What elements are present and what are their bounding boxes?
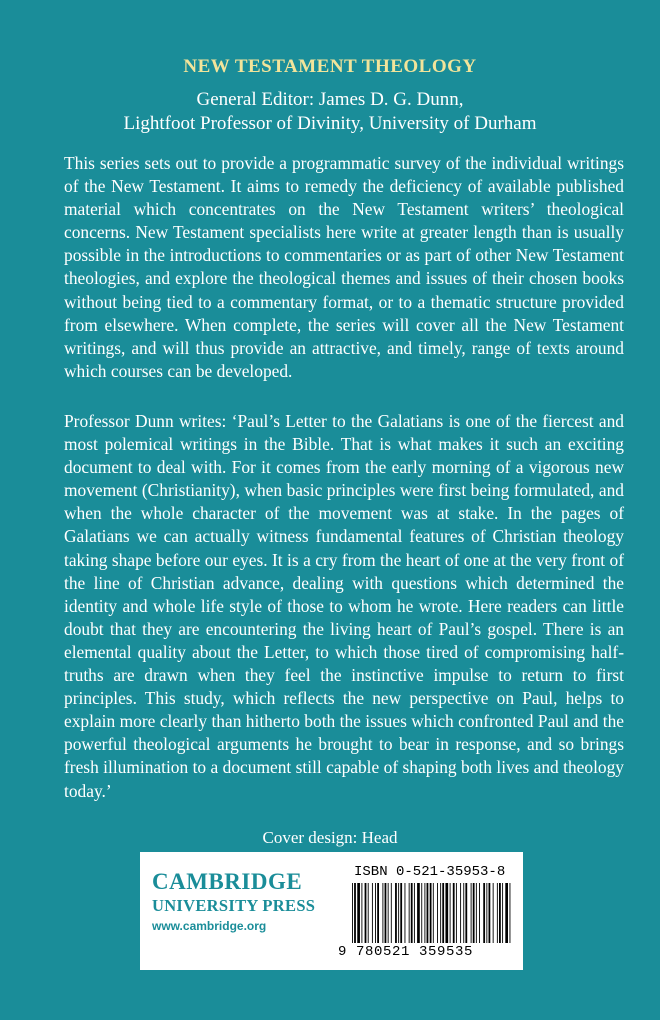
barcode-bar [361,883,362,943]
barcode-bar [476,883,477,943]
barcode-bar [424,883,425,943]
ean-number: 9 780521 359535 [338,944,474,960]
barcode-bar [437,883,438,943]
barcode-bar [473,883,475,943]
barcode-bar [388,883,389,943]
barcode-bar [456,883,457,943]
barcode-bar [382,883,383,943]
barcode-bar [463,883,464,943]
barcode-bar [385,883,387,943]
barcode-bar [417,883,420,943]
barcode-bar [497,883,498,943]
dunn-quote-paragraph: Professor Dunn writes: ‘Paul’s Letter to the Galatians is one of the fiercest and most polemical writings in the Bible. That is what makes it such an exciting document to deal with. For it comes from the early morning of a vigorous new movement (Christianity), when basic principles were first being formulated, and when the whole character of the movement was at stake. In the pages of Galatians we can actually witness fundamental features of Christian theology taking shape before our eyes. It is a cry from the heart of one at the very front of the line of Christian advance, dealing with questions which determined the identity and whole life style of those to whom he wrote. Here readers can little doubt that they are encountering the living heart of Paul’s gospel. There is an elemental quality about the Letter, to which those tired of compromising half-truths are drawn when they feel the instinctive impulse to return to first principles. This study, which reflects the new perspective on Paul, helps to explain more clearly than hitherto both the issues which confronted Paul and the powerful theological arguments he brought to bear in response, and so brings fresh illumination to a document still capable of shaping both lives and theology today.’ [64,411,624,801]
barcode-bar [411,883,413,943]
barcode-bar [365,883,367,943]
barcode-bar [391,883,392,943]
barcode-bar [493,883,494,943]
barcode-bar [489,883,491,943]
barcode-bar [421,883,422,943]
barcode-bar [368,883,369,943]
barcode-bar [483,883,485,943]
barcode-bar [453,883,455,943]
barcode-bar [430,883,432,943]
barcode-bar [486,883,487,943]
publisher-press: UNIVERSITY PRESS [152,896,316,915]
barcode-bar [499,883,501,943]
barcode-icon [352,883,512,943]
publisher-name: CAMBRIDGE [152,869,303,894]
barcode-bar [505,883,508,943]
editor-block [0,88,660,136]
barcode-bar [510,883,511,943]
barcode-bar [440,883,441,943]
barcode-bar [352,883,353,943]
barcode-bar [398,883,399,943]
barcode-bar [427,883,429,943]
barcode-bar [442,883,444,943]
barcode-bar [400,883,402,943]
barcode-bar [445,883,448,943]
publisher-barcode-label [140,852,523,970]
series-title: NEW TESTAMENT THEOLOGY [183,56,477,77]
barcode-bar [405,883,406,943]
barcode-bar [377,883,379,943]
barcode-bar [433,883,434,943]
barcode-bar [409,883,410,943]
isbn-number: ISBN 0-521-35953-8 [354,864,506,880]
publisher-url: www.cambridge.org [152,919,267,933]
barcode-bar [502,883,503,943]
barcode-bar [479,883,480,943]
editor-line-2: Lightfoot Professor of Divinity, University of Durham [123,113,537,134]
barcode-bar [471,883,472,943]
editor-line-1: General Editor: James D. G. Dunn, [196,89,464,110]
barcode-bar [465,883,467,943]
barcode-bar [357,883,360,943]
barcode-bar [372,883,373,943]
barcode-bar [450,883,451,943]
barcode-bar [354,883,356,943]
barcode-bar [414,883,415,943]
cover-design-credit: Cover design: Head [262,828,398,847]
barcode-bar [395,883,397,943]
series-description-paragraph: This series sets out to provide a programmatic survey of the individual writings of the New Testament. It aims to remedy the deficiency of available published material which concentrates on the New Testament writers’ theological concerns. New Testament specialists here write at greater length than is usually possible in the introductions to commentaries or as part of other New Testament theologies, and explore the theological themes and issues of their chosen books without being tied to a commentary format, or to a thematic structure provided from elsewhere. When complete, the series will cover all the New Testament writings, and will thus provide an attractive, and timely, range of texts around which courses can be developed. [64,153,624,381]
barcode-bar [375,883,376,943]
barcode-bar [460,883,461,943]
